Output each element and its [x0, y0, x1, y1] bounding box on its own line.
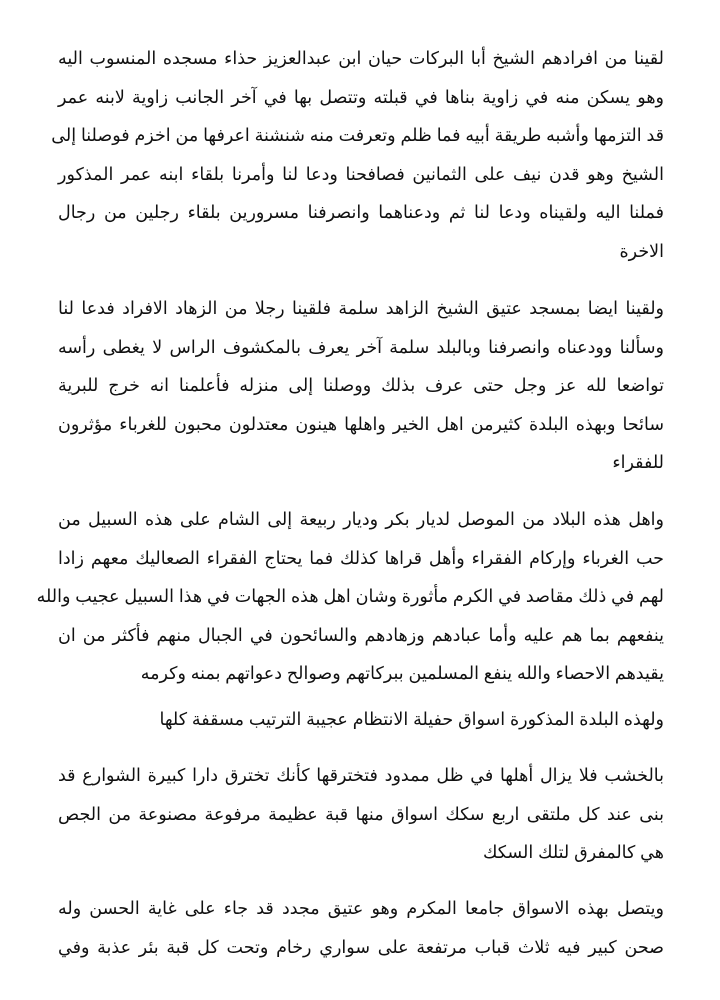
text-line: سائحا وبهذه البلدة كثيرمن اهل الخير واهلها هينون معتدلون محبون للغرباء مؤثرون — [58, 413, 664, 434]
text-line: قد التزمها وأشبه طريقة أبيه فما ظلم وتعرفت منه شنشنة اعرفها من اخزم فوصلنا إلى — [51, 125, 664, 146]
text-line: حب الغرباء وإركام الفقراء وأهل قراها كذلك فما يحتاج الفقراء الصعاليك معهم زادا — [58, 547, 664, 568]
text-line: فملنا اليه ولقيناه ودعا لنا ثم ودعناهما وانصرفنا مسرورين بلقاء رجلين من رجال — [58, 202, 664, 223]
text-line: ولهذه البلدة المذكورة اسواق حفيلة الانتظام عجيبة الترتيب مسقفة كلها — [159, 709, 664, 729]
text-line: بالخشب فلا يزال أهلها في ظل ممدود فتخترقها كأنك تخترق دارا كبيرة الشوارع قد — [58, 765, 664, 785]
text-line: لهم في ذلك مقاصد في الكرم مأثورة وشان اهل هذه الجهات في هذا السبيل عجيب والله — [36, 586, 664, 607]
paragraph-6 — [58, 889, 664, 966]
text-line: للفقراء — [612, 452, 664, 473]
text-line: الاخرة — [619, 240, 664, 261]
text-line: وهو يسكن منه في زاوية بناها في قبلته وتتصل بها في آخر الجانب زاوية لابنه عمر — [58, 86, 664, 107]
text-line: ويتصل بهذه الاسواق جامعا المكرم وهو عتيق مجدد قد جاء على غاية الحسن وله — [58, 898, 664, 918]
text-line: ولقينا ايضا بمسجد عتيق الشيخ الزاهد سلمة فلقينا رجلا من الزهاد الافراد فدعا لنا — [58, 298, 664, 318]
paragraph-1 — [51, 39, 664, 271]
text-line: بنى عند كل ملتقى اربع سكك اسواق منها قبة عظيمة مرفوعة مصنوعة من الجص — [58, 803, 664, 824]
text-line: ينفعهم بما هم عليه وأما عبادهم وزهادهم والسائحون في الجبال منهم فأكثر من ان — [58, 624, 664, 645]
paragraph-2 — [58, 289, 664, 482]
text-line: وسألنا وودعناه وانصرفنا وبالبلد سلمة آخر يعرف بالمكشوف الراس لا يغطى رأسه — [58, 336, 664, 357]
text-line: واهل هذه البلاد من الموصل لديار بكر وديار ربيعة إلى الشام على هذه السبيل من — [58, 509, 664, 529]
text-line: يقيدهم الاحصاء والله ينفع المسلمين ببركاتهم وصوالح دعواتهم بمنه وكرمه — [140, 663, 664, 684]
text-line: لقينا من افرادهم الشيخ أبا البركات حيان ابن عبدالعزيز حذاء مسجده المنسوب اليه — [58, 48, 664, 68]
paragraph-4 — [58, 700, 664, 739]
text-line: الشيخ وهو قدن نيف على الثمانين فصافحنا ودعا لنا وأمرنا بلقاء ابنه عمر المذكور — [58, 163, 664, 184]
text-line: صحن كبير فيه ثلاث قباب مرتفعة على سواري رخام وتحت كل قبة بئر عذبة وفي — [58, 936, 664, 957]
text-line: هي كالمفرق لتلك السكك — [483, 842, 664, 863]
paragraph-3 — [36, 500, 664, 693]
text-line: تواضعا لله عز وجل حتى عرف بذلك ووصلنا إلى منزله فأعلمنا انه خرج للبرية — [58, 375, 664, 396]
paragraph-5 — [58, 756, 664, 872]
